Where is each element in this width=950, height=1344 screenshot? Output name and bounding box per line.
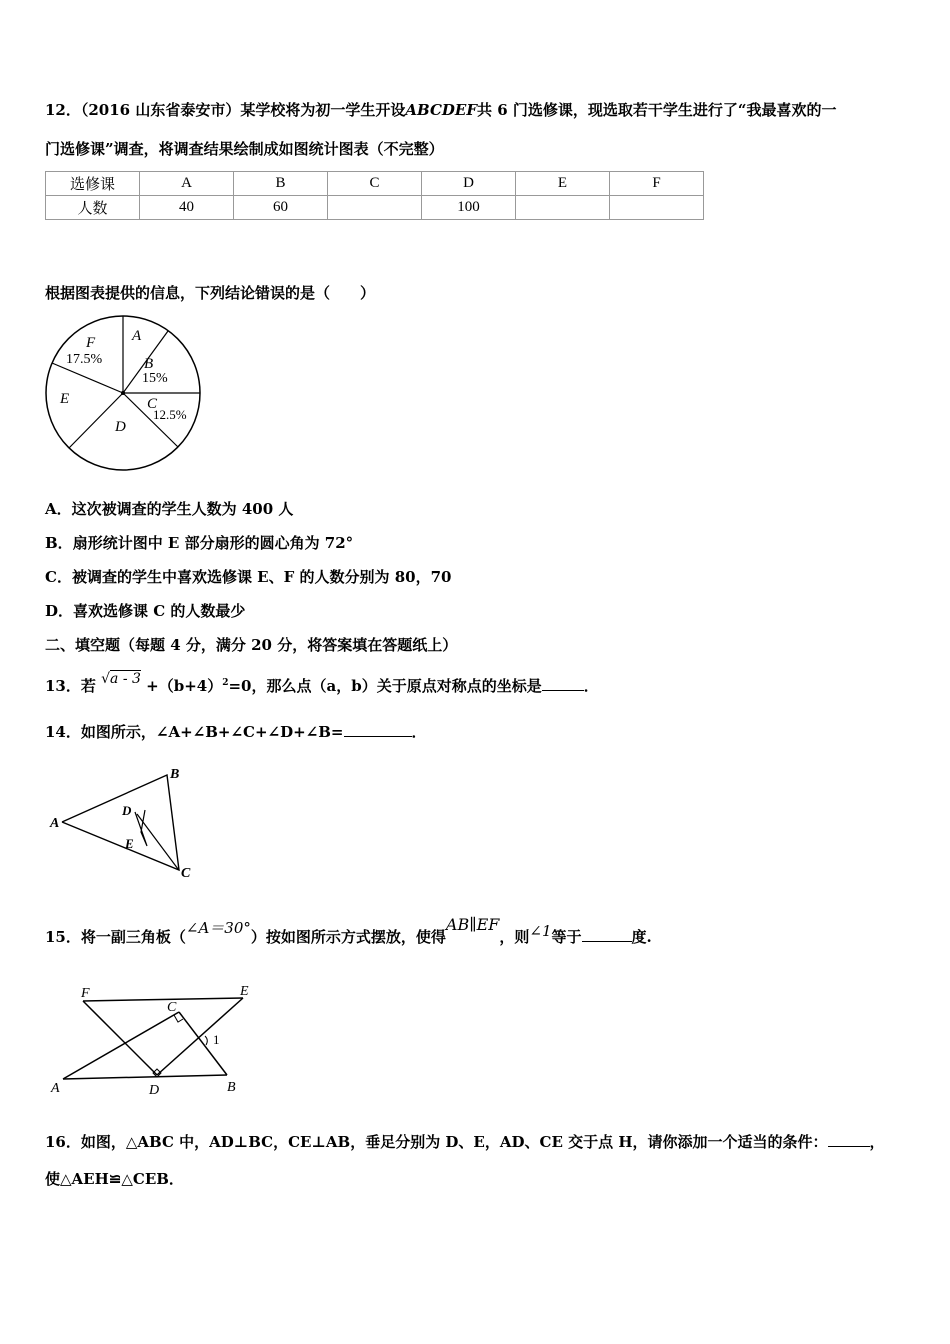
point-c: C bbox=[181, 866, 191, 881]
triangle-abc bbox=[62, 775, 179, 870]
point-e: E bbox=[125, 836, 134, 851]
option-d bbox=[45, 601, 245, 621]
point-c: C bbox=[167, 1000, 177, 1015]
q13-sup: 2 bbox=[222, 678, 229, 688]
point-a: A bbox=[51, 1081, 60, 1096]
q15-figure bbox=[45, 978, 270, 1100]
table-cell: 60 bbox=[234, 196, 328, 220]
option-c bbox=[45, 567, 451, 587]
table-cell: 人数 bbox=[46, 196, 140, 220]
stats-table bbox=[45, 171, 704, 220]
q15-angle1: ∠1 bbox=[529, 922, 552, 940]
q15-text2: ）按如图所示方式摆放，使得 bbox=[250, 928, 446, 946]
q16-comma: ， bbox=[869, 1133, 885, 1151]
table-cell: E bbox=[516, 172, 610, 196]
pie-pct-f: 17.5% bbox=[66, 352, 103, 367]
option-text: 喜欢选修课 C 的人数最少 bbox=[73, 602, 246, 620]
point-a: A bbox=[50, 816, 60, 831]
q13-number: 13．若 bbox=[45, 677, 96, 695]
q15-text4: 等于 bbox=[551, 928, 582, 946]
point-b: B bbox=[170, 767, 180, 782]
answer-blank[interactable] bbox=[542, 676, 584, 691]
option-label: D． bbox=[45, 602, 74, 620]
q12-source: （2016 山东省泰安市） bbox=[80, 101, 241, 119]
q12-prompt: 根据图表提供的信息，下列结论错误的是（ ） bbox=[45, 284, 376, 302]
pie-label-f: F bbox=[86, 335, 96, 351]
q15-angle: ∠A＝30° bbox=[185, 919, 251, 937]
point-f: F bbox=[81, 986, 90, 1001]
q15-parallel: AB∥EF bbox=[445, 915, 500, 934]
table-row bbox=[46, 172, 704, 196]
line-fe bbox=[83, 998, 243, 1001]
q14-text: 14．如图所示，∠A+∠B+∠C+∠D+∠B= bbox=[45, 723, 344, 741]
section-title: 二、填空题（每题 4 分，满分 20 分，将答案填在答题纸上） bbox=[45, 636, 458, 654]
line-ac bbox=[63, 1012, 179, 1079]
table-cell bbox=[516, 196, 610, 220]
q12-abcdef: ABCDEF bbox=[405, 101, 477, 119]
q13-line bbox=[45, 673, 599, 697]
q12-line1 bbox=[45, 100, 837, 120]
q15-text3: ，则 bbox=[499, 928, 530, 946]
option-label: A． bbox=[45, 500, 72, 518]
pie-label-c: C bbox=[147, 396, 158, 412]
point-d: D bbox=[149, 1083, 160, 1098]
point-e: E bbox=[240, 984, 249, 999]
q13-text: +（b+4） bbox=[146, 677, 223, 695]
answer-blank[interactable] bbox=[582, 927, 632, 942]
pie-radius bbox=[52, 363, 123, 393]
q16-line1 bbox=[45, 1132, 885, 1152]
point-d: D bbox=[122, 803, 132, 818]
table-cell: A bbox=[140, 172, 234, 196]
option-text: 这次被调查的学生人数为 400 人 bbox=[71, 500, 294, 518]
q12-text1: 某学校将为初一学生开设 bbox=[240, 101, 406, 119]
pie-label-d: D bbox=[115, 419, 126, 435]
q15-line bbox=[45, 915, 652, 947]
angle-1-label: 1 bbox=[213, 1032, 220, 1047]
q16-text: 16．如图，△ABC 中，AD⊥BC，CE⊥AB，垂足分别为 D、E，AD、CE 交于点 H，请你添加一个适当的条件： bbox=[45, 1133, 828, 1151]
point-b: B bbox=[227, 1080, 236, 1095]
table-cell bbox=[328, 196, 422, 220]
pie-center bbox=[121, 391, 125, 395]
table-row bbox=[46, 196, 704, 220]
q14-end: ． bbox=[411, 723, 427, 741]
line-ab bbox=[63, 1075, 227, 1079]
q15-text1: 15．将一副三角板（ bbox=[45, 928, 186, 946]
q13-end: ． bbox=[583, 677, 599, 695]
sqrt-expression: √a - 3 bbox=[101, 671, 141, 687]
q12-line2: 门选修课”调查，将调查结果绘制成如图统计图表（不完整） bbox=[45, 140, 444, 158]
sqrt-radicand: a - 3 bbox=[110, 671, 141, 687]
option-label: B． bbox=[45, 534, 73, 552]
option-b bbox=[45, 533, 353, 553]
table-cell bbox=[610, 196, 704, 220]
angle-arc bbox=[205, 1036, 207, 1045]
q15-end: 度. bbox=[631, 928, 652, 946]
table-cell: 100 bbox=[422, 196, 516, 220]
pie-chart bbox=[40, 310, 210, 475]
table-cell: C bbox=[328, 172, 422, 196]
pie-label-e: E bbox=[60, 391, 70, 407]
q12-text2: 共 6 门选修课，现选取若干学生进行了“我最喜欢的一 bbox=[477, 101, 837, 119]
triangle-de bbox=[135, 810, 147, 846]
pie-pct-b: 15% bbox=[142, 371, 168, 386]
table-cell: F bbox=[610, 172, 704, 196]
q14-line bbox=[45, 722, 427, 742]
table-cell: 40 bbox=[140, 196, 234, 220]
q16-line2: 使△AEH≌△CEB． bbox=[45, 1170, 184, 1188]
q12-number: 12． bbox=[45, 101, 81, 119]
table-cell: B bbox=[234, 172, 328, 196]
table-cell: 选修课 bbox=[46, 172, 140, 196]
option-text: 被调查的学生中喜欢选修课 E、F 的人数分别为 80，70 bbox=[71, 568, 452, 586]
table-cell: D bbox=[422, 172, 516, 196]
line-cb bbox=[179, 1012, 227, 1075]
pie-label-a: A bbox=[132, 328, 142, 344]
answer-blank[interactable] bbox=[344, 722, 412, 737]
pie-label-b: B bbox=[144, 356, 154, 372]
option-label: C． bbox=[45, 568, 72, 586]
q14-figure bbox=[45, 760, 205, 885]
option-a bbox=[45, 499, 293, 519]
option-text: 扇形统计图中 E 部分扇形的圆心角为 72° bbox=[72, 534, 354, 552]
line-fd bbox=[83, 1001, 157, 1075]
q13-text2: =0，那么点（a，b）关于原点对称点的坐标是 bbox=[228, 677, 542, 695]
answer-blank[interactable] bbox=[828, 1132, 870, 1147]
pie-pct-c: 12.5% bbox=[153, 407, 187, 422]
